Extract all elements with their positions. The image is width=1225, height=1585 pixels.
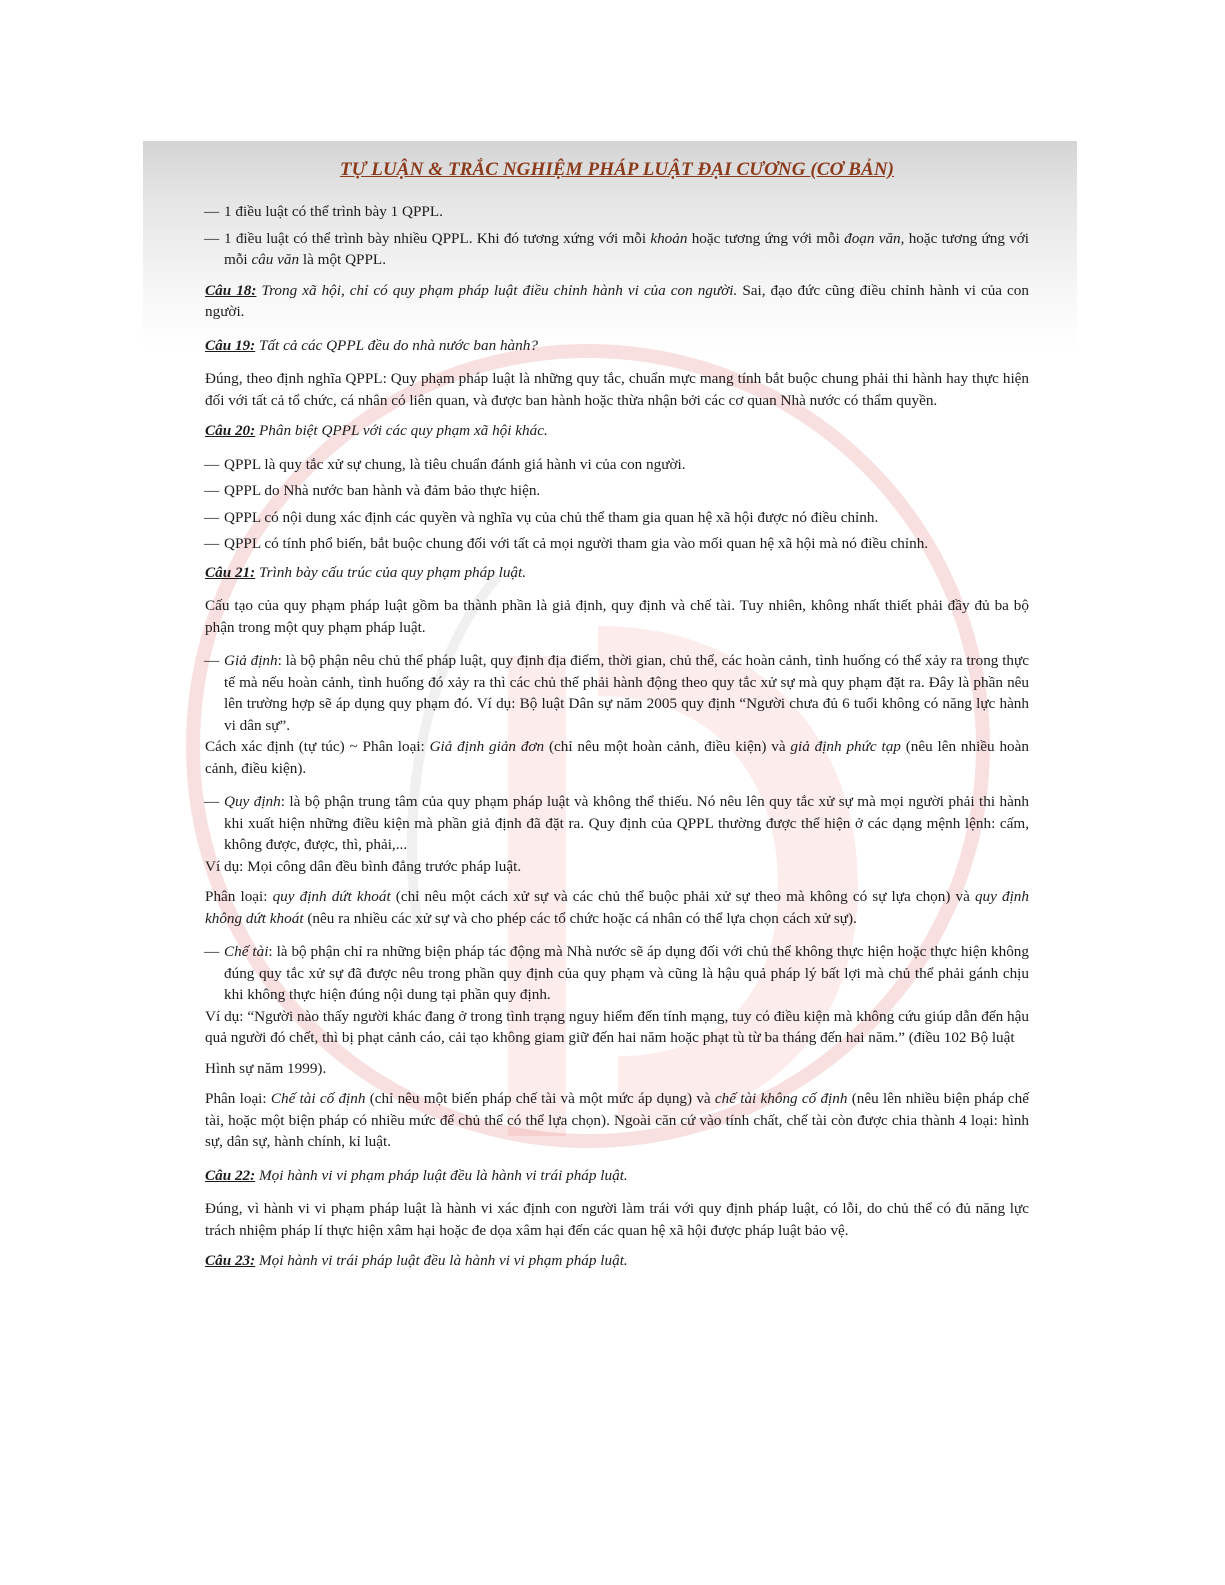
- question-20-label: Câu 20:: [205, 422, 256, 439]
- che-tai-example-continued: Hình sự năm 1999).: [205, 1059, 327, 1077]
- answer-19: Đúng, theo định nghĩa QPPL: Quy phạm pháp luật là những quy tắc, chuẩn mực mang tính bắt buộc chung phải thi hành hay thực hiện đối với tất cả tổ chức, cá nhân có liên quan, và được ban hành hoặc thừa nhận bởi các cơ quan Nhà nước có thẩm quyền.: [205, 370, 1029, 409]
- quy-dinh-paragraph: — Quy định: là bộ phận trung tâm của quy phạm pháp luật và không thể thiếu. Nó nêu lên quy tắc xử sự mà mọi người phải thi hành khi xuất hiện những điều kiện mà phần giả định đã đặt ra. Quy định của QPPL thường được thể hiện ở các dạng mệnh lệnh: cấm, không được, được, thì, phải,...: [205, 791, 1029, 856]
- answer-20-item: — QPPL là quy tắc xử sự chung, là tiêu chuẩn đánh giá hành vi của con người.: [205, 454, 1029, 476]
- question-18: Câu 18: Trong xã hội, chỉ có quy phạm pháp luật điều chỉnh hành vi của con người. Sai, đạo đức cũng điều chỉnh hành vi của con người.: [205, 281, 1029, 320]
- gia-dinh-classification: Cách xác định (tự túc) ~ Phân loại: Giả định giản đơn (chỉ nêu một hoàn cảnh, điều kiện) và giả định phức tạp (nêu lên nhiều hoàn cảnh, điều kiện).: [205, 738, 1029, 777]
- che-tai-example: Ví dụ: “Người nào thấy người khác đang ở trong tình trạng nguy hiểm đến tính mạng, tuy có điều kiện mà không cứu giúp dẫn đến hậu quả người đó chết, thì bị phạt cảnh cáo, cải tạo không giam giữ đến hai năm hoặc phạt tù từ ba tháng đến hai năm.” (điều 102 Bộ luật: [205, 1007, 1029, 1046]
- document-title: TỰ LUẬN & TRẮC NGHIỆM PHÁP LUẬT ĐẠI CƯƠNG (CƠ BẢN): [339, 159, 895, 180]
- document-page: [143, 141, 1077, 1435]
- answer-22: Đúng, vì hành vi vi phạm pháp luật là hành vi xác định con người làm trái với quy định pháp luật, có lỗi, do chủ thể có đủ năng lực trách nhiệm pháp lí thực hiện xâm hại hoặc đe dọa xâm hại đến các quan hệ xã hội được pháp luật bảo vệ.: [205, 1200, 1029, 1239]
- answer-20-item: — QPPL do Nhà nước ban hành và đảm bảo thực hiện.: [205, 480, 1029, 502]
- question-22-label: Câu 22:: [205, 1166, 256, 1184]
- quy-dinh-example: Ví dụ: Mọi công dân đều bình đẳng trước pháp luật.: [205, 857, 522, 875]
- question-21-label: Câu 21:: [205, 563, 256, 581]
- question-22: Câu 22: Mọi hành vi vi phạm pháp luật đều là hành vi trái pháp luật.: [205, 1166, 628, 1184]
- question-18-label: Câu 18:: [205, 281, 257, 299]
- question-23: Câu 23: Mọi hành vi trái pháp luật đều là hành vi vi phạm pháp luật.: [205, 1252, 628, 1269]
- quy-dinh-classification: Phân loại: quy định dứt khoát (chỉ nêu một cách xử sự và các chủ thể buộc phải xử sự theo mà không có sự lựa chọn) và quy định không dứt khoát (nêu ra nhiều các xử sự và cho phép các tổ chức hoặc cá nhân có thể lựa chọn cách xử sự).: [205, 888, 1029, 927]
- question-19: Câu 19: Tất cả các QPPL đều do nhà nước ban hành?: [205, 336, 538, 354]
- question-21: Câu 21: Trình bày cấu trúc của quy phạm pháp luật.: [205, 563, 527, 581]
- gia-dinh-paragraph: — Giả định: là bộ phận nêu chủ thể pháp luật, quy định địa điểm, thời gian, chủ thể, các hoàn cảnh, tình huống có thể xảy ra trong thực tế mà nếu hoàn cảnh, tình huống đó xảy ra thì các chủ thể phải hành động theo quy tắc xử sự mà quy phạm đặt ra. Đây là phần nêu lên trường hợp sẽ áp dụng quy phạm đó. Ví dụ: Bộ luật Dân sự năm 2005 quy định “Người chưa đủ 6 tuổi không có năng lực hành vi dân sự”.: [205, 650, 1029, 736]
- che-tai-classification: Phân loại: Chế tài cố định (chỉ nêu một biến pháp chế tài và một mức áp dụng) và chế tài không cố định (nêu lên nhiều biện pháp chế tài, hoặc một biện pháp có nhiều mức để chủ thể có thể lựa chọn). Ngoài căn cứ vào tính chất, chế tài còn được chia thành 4 loại: hình sự, dân sự, hành chính, kỉ luật.: [205, 1090, 1029, 1150]
- intro-bullet-1: — 1 điều luật có thể trình bày 1 QPPL.: [205, 201, 1029, 223]
- question-20: Câu 20: Phân biệt QPPL với các quy phạm xã hội khác.: [205, 422, 548, 439]
- answer-20-item: — QPPL có nội dung xác định các quyền và nghĩa vụ của chủ thể tham gia quan hệ xã hội được nó điều chỉnh.: [205, 507, 1029, 529]
- intro-bullet-2: — 1 điều luật có thể trình bày nhiều QPPL. Khi đó tương xứng với mỗi khoản hoặc tương ứng với mỗi đoạn văn, hoặc tương ứng với mỗi câu văn là một QPPL.: [205, 228, 1029, 271]
- answer-20-item: — QPPL có tính phổ biến, bắt buộc chung đối với tất cả mọi người tham gia vào mối quan hệ xã hội mà nó điều chỉnh.: [205, 533, 1029, 555]
- che-tai-paragraph: — Chế tài: là bộ phận chỉ ra những biện pháp tác động mà Nhà nước sẽ áp dụng đối với chủ thể không thực hiện hoặc thực hiện không đúng quy tắc xử sự đã được nêu trong phần quy định của quy phạm và cũng là hậu quả pháp lý bất lợi mà chủ thể phải gánh chịu khi không thực hiện đúng nội dung tại phần quy định.: [205, 941, 1029, 1006]
- question-19-label: Câu 19:: [205, 336, 256, 354]
- answer-21-intro: Cấu tạo của quy phạm pháp luật gồm ba thành phần là giả định, quy định và chế tài. Tuy nhiên, không nhất thiết phải đầy đủ ba bộ phận trong một quy phạm pháp luật.: [205, 597, 1029, 636]
- question-23-label: Câu 23:: [205, 1252, 256, 1269]
- document-body: [205, 159, 1029, 1272]
